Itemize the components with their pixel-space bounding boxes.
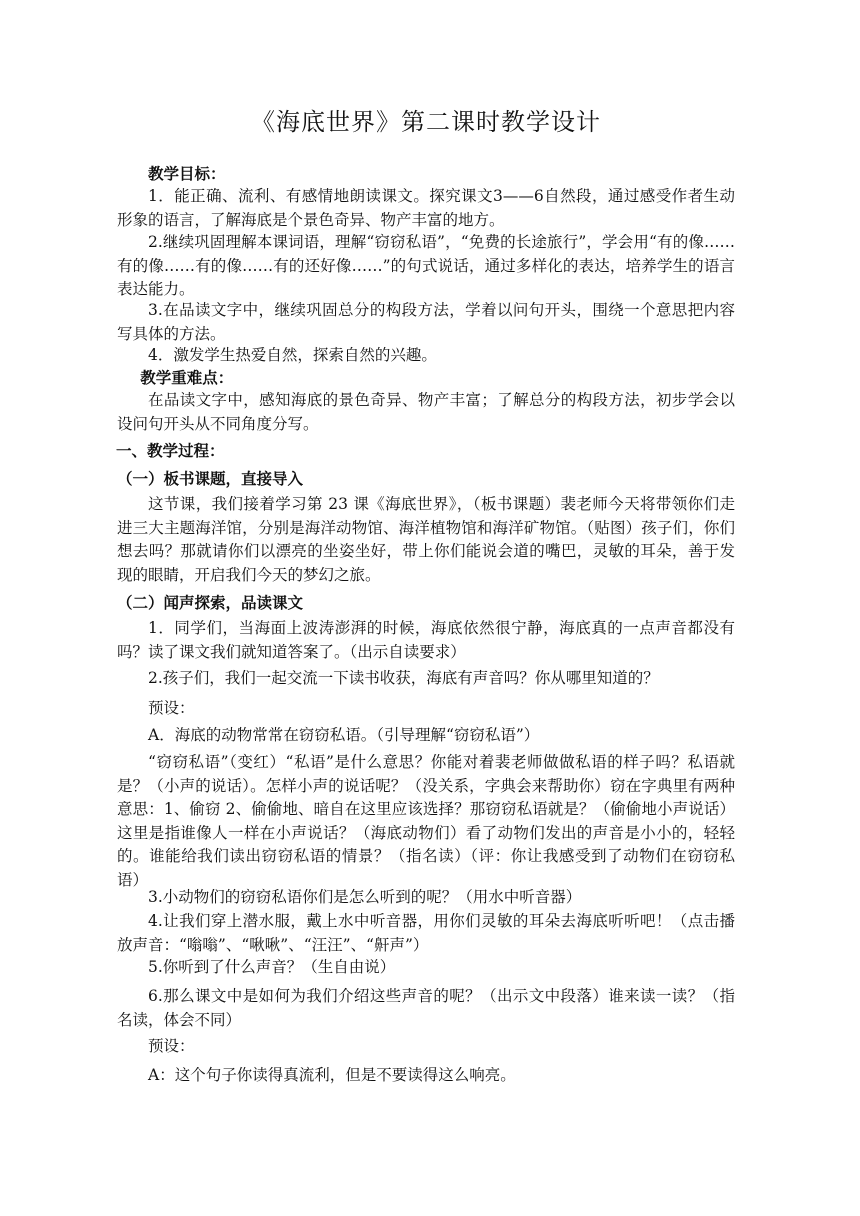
section-2-paragraph-5: “窃窃私语”（变红）“私语”是什么意思？你能对着裴老师做做私语的样子吗？私语就是？（小声的说话）。怎样小声的说话呢？（没关系，字典会来帮助你）窃在字典里有两种意思：1、偷窃 2、偷偷地、暗自在这里应该选择？那窃窃私语就是？（偷偷地小声说话）这里是指谁像人一样在小声说话？（海底动物们）看了动物们发出的声音是小小的，轻轻的。谁能给我们读出窃窃私语的情景？（指名读）（评：你让我感受到了动物们在窃窃私语）: [117, 753, 735, 889]
section-2-paragraph-8: 5.你听到了什么声音？（生自由说）: [148, 958, 396, 976]
section-2-paragraph-3: 预设：: [148, 699, 195, 717]
section-2-paragraph-11: A：这个句子你读得真流利，但是不要读得这么响亮。: [148, 1066, 516, 1084]
goal-3: 3.在品读文字中，继续巩固总分的构段方法，学着以问句开头，围绕一个意思把内容写具体的方法。: [117, 301, 735, 343]
document-title: 《海底世界》第二课时教学设计: [251, 108, 601, 136]
section-2-heading: （二）闻声探索，品读课文: [117, 593, 304, 612]
document-page: [117, 0, 735, 1216]
section-2-paragraph-9: 6.那么课文中是如何为我们介绍这些声音的呢？（出示文中段落）谁来读一读？（指名读，体会不同）: [117, 987, 735, 1029]
goal-4: 4．激发学生热爱自然，探索自然的兴趣。: [148, 346, 437, 364]
goals-heading: 教学目标：: [148, 164, 226, 183]
section-1-heading: （一）板书课题，直接导入: [117, 469, 304, 488]
section-2-paragraph-7: 4.让我们穿上潜水服，戴上水中听音器，用你们灵敏的耳朵去海底听听吧！（点击播放声音：“嗡嗡”、“啾啾”、“汪汪”、“鼾声”）: [117, 912, 735, 954]
process-heading: 一、教学过程：: [116, 441, 225, 460]
section-2-paragraph-1: 1．同学们，当海面上波涛澎湃的时候，海底依然很宁静，海底真的一点声音都没有吗？读了课文我们就知道答案了。（出示自读要求）: [117, 619, 735, 661]
section-2-paragraph-4: A．海底的动物常常在窃窃私语。（引导理解“窃窃私语”）: [148, 726, 540, 744]
key-points-heading: 教学重难点：: [140, 368, 234, 387]
goal-2: 2.继续巩固理解本课词语，理解“窃窃私语”，“免费的长途旅行”，学会用“有的像……有的像……有的像……有的还好像……”的句式说话，通过多样化的表达，培养学生的语言表达能力。: [117, 233, 735, 298]
goal-1: 1．能正确、流利、有感情地朗读课文。探究课文3——6自然段，通过感受作者生动形象的语言，了解海底是个景色奇异、物产丰富的地方。: [117, 187, 735, 229]
section-2-paragraph-10: 预设：: [148, 1037, 195, 1055]
section-2-paragraph-6: 3.小动物们的窃窃私语你们是怎么听到的呢？（用水中听音器）: [148, 888, 582, 906]
section-1-text: 这节课，我们接着学习第 23 课《海底世界》，（板书课题）裴老师今天将带领你们走进三大主题海洋馆，分别是海洋动物馆、海洋植物馆和海洋矿物馆。（贴图）孩子们，你们想去吗？那就请你们以漂亮的坐姿坐好，带上你们能说会道的嘴巴，灵敏的耳朵，善于发现的眼睛，开启我们今天的梦幻之旅。: [117, 495, 735, 584]
section-2-paragraph-2: 2.孩子们，我们一起交流一下读书收获，海底有声音吗？你从哪里知道的？: [148, 669, 659, 687]
key-points-text: 在品读文字中，感知海底的景色奇异、物产丰富；了解总分的构段方法，初步学会以设问句开头从不同角度分写。: [117, 391, 735, 433]
